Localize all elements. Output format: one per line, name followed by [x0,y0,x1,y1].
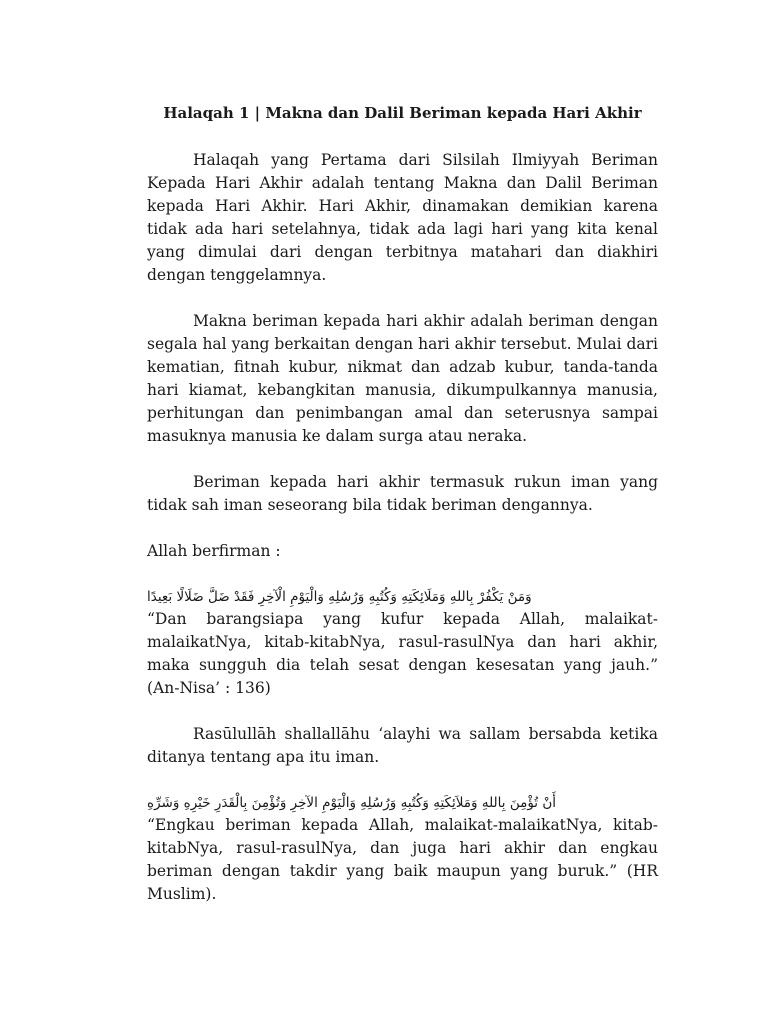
arabic-hadith: أَنْ تُؤْمِنَ بِاللهِ وَمَلاَئِكَتِهِ وَكُتُبِهِ وَرُسُلِهِ وَالْيَوْمِ الآخِرِ وَتُؤْمِنَ بِالْقَدَرِ خَيْرِهِ وَشَرِّهِ [147,795,557,811]
document-title: Halaqah 1 | Makna dan Dalil Beriman kepada Hari Akhir [163,104,642,122]
allah-berfirman-label: Allah berfirman : [147,542,281,560]
paragraph-definition-hari-akhir: Halaqah yang Pertama dari Silsilah Ilmiyyah Beriman Kepada Hari Akhir adalah tentang Makna dan Dalil Beriman kepada Hari Akhir. Hari Akhir, dinamakan demikian karena tidak ada hari setelahnya, tidak ada lagi hari yang kita kenal yang dimulai dari dengan terbitnya matahari dan diakhiri dengan tenggelamnya. [147,151,658,284]
spacer [147,769,658,792]
spacer [147,700,658,723]
arabic-verse: وَمَنْ يَكْفُرْ بِاللهِ وَمَلَائِكَتِهِ وَكُتُبِهِ وَرُسُلِهِ وَالْيَوْمِ الْآخِرِ فَقَدْ ضَلَّ ضَلَالًا بَعِيدًا [147,589,532,605]
paragraph-rukun-iman: Beriman kepada hari akhir termasuk rukun iman yang tidak sah iman seseorang bila tidak beriman dengannya. [147,473,658,514]
hadith-translation: “Engkau beriman kepada Allah, malaikat-malaikatNya, kitab-kitabNya, rasul-rasulNya, dan juga hari akhir dan engkau beriman dengan takdir yang baik maupun yang buruk.” (HR Muslim). [147,816,658,903]
spacer [147,563,658,586]
paragraph-makna-beriman: Makna beriman kepada hari akhir adalah beriman dengan segala hal yang berkaitan dengan hari akhir tersebut. Mulai dari kematian, fitnah kubur, nikmat dan adzab kubur, tanda-tanda hari kiamat, kebangkitan manusia, dikumpulkannya manusia, perhitungan dan penimbangan amal dan seterusnya sampai masuknya manusia ke dalam surga atau neraka. [147,312,658,445]
spacer [147,125,658,149]
spacer [147,517,658,540]
verse-translation: “Dan barangsiapa yang kufur kepada Allah, malaikat-malaikatNya, kitab-kitabNya, rasul-rasulNya dan hari akhir, maka sungguh dia telah sesat dengan kesesatan yang jauh.” (An-Nisa’ : 136) [147,610,658,697]
spacer [147,287,658,310]
paragraph-hadith-intro: Rasūlullāh shallallāhu ‘alayhi wa sallam bersabda ketika ditanya tentang apa itu iman. [147,725,658,766]
spacer [147,448,658,471]
document-body [147,102,658,906]
